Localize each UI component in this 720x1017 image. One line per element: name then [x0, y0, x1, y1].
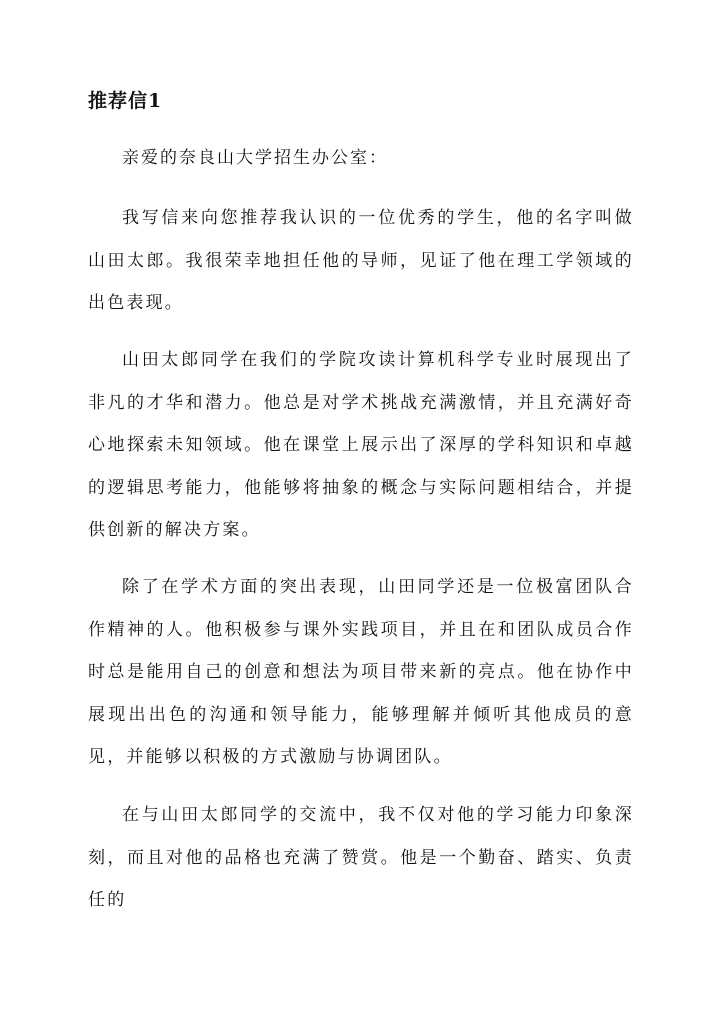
paragraph: 山田太郎同学在我们的学院攻读计算机科学专业时展现出了非凡的才华和潜力。他总是对学术挑战充满激情，并且充满好奇心地探索未知领域。他在课堂上展示出了深厚的学科知识和卓越的逻辑思考能力，他能够将抽象的概念与实际问题相结合，并提供创新的解决方案。	[88, 350, 634, 540]
paragraph: 除了在学术方面的突出表现，山田同学还是一位极富团队合作精神的人。他积极参与课外实践项目，并且在和团队成员合作时总是能用自己的创意和想法为项目带来新的亮点。他在协作中展现出出色的沟通和领导能力，能够理解并倾听其他成员的意见，并能够以积极的方式激励与协调团队。	[88, 577, 634, 767]
salutation: 亲爱的奈良山大学招生办公室：	[122, 148, 388, 168]
document-title: 推荐信1	[88, 90, 163, 112]
paragraph: 在与山田太郎同学的交流中，我不仅对他的学习能力印象深刻，而且对他的品格也充满了赞赏。他是一个勤奋、踏实、负责任的	[88, 805, 634, 910]
paragraph: 我写信来向您推荐我认识的一位优秀的学生，他的名字叫做山田太郎。我很荣幸地担任他的导师，见证了他在理工学领域的出色表现。	[88, 208, 634, 313]
